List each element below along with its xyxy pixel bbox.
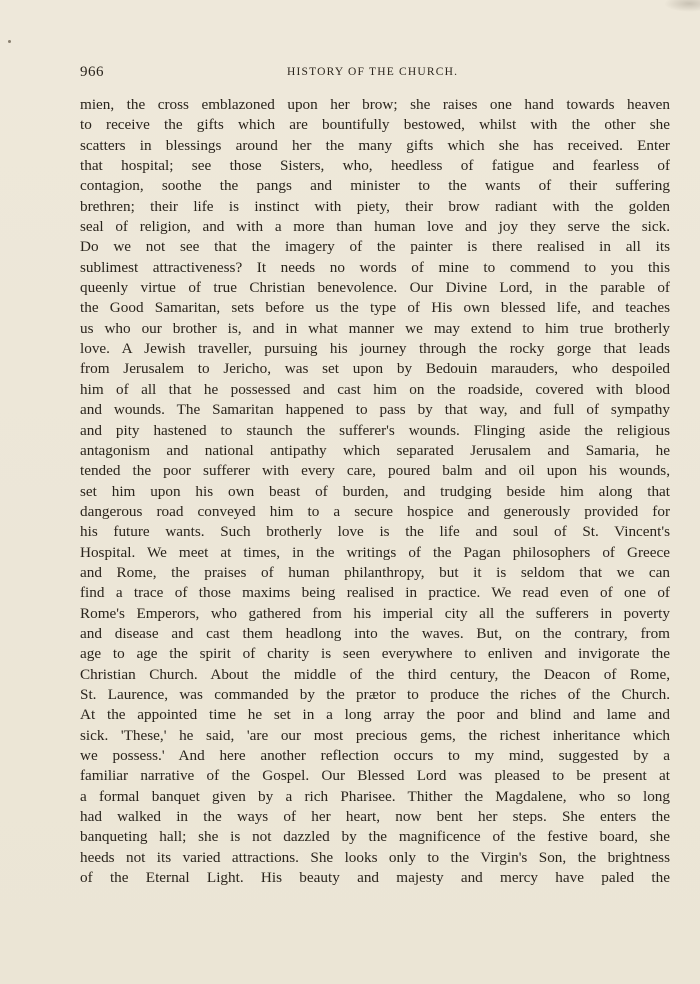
text-line: sick. 'These,' he said, 'are our most precious gems, the richest inheritance which [80, 726, 670, 744]
scan-speck [8, 40, 11, 43]
text-line: from Jerusalem to Jericho, was set upon by Bedouin marauders, who despoiled [80, 360, 670, 378]
text-line: tended the poor sufferer with every care, poured balm and oil upon his wounds, [80, 462, 670, 480]
text-line: a formal banquet given by a rich Pharisee. Thither the Magdalene, who so long [80, 787, 670, 805]
text-line: and pity hastened to staunch the sufferer's wounds. Flinging aside the religious [80, 421, 670, 439]
text-line: brethren; their life is instinct with piety, their brow radiant with the golden [80, 197, 670, 215]
text-line: that hospital; see those Sisters, who, heedless of fatigue and fearless of [80, 157, 670, 175]
text-line: and Rome, the praises of human philanthropy, but it is seldom that we can [80, 563, 670, 581]
text-line: age to age the spirit of charity is seen everywhere to enliven and invigorate the [80, 645, 670, 663]
text-line: queenly virtue of true Christian benevolence. Our Divine Lord, in the parable of [80, 279, 670, 297]
text-line: and disease and cast them headlong into the waves. But, on the contrary, from [80, 624, 670, 642]
text-line: mien, the cross emblazoned upon her brow; she raises one hand towards heaven [80, 96, 670, 113]
text-line: dangerous road conveyed him to a secure hospice and generously provided for [80, 502, 670, 520]
text-line: Hospital. We meet at times, in the writings of the Pagan philosophers of Greece [80, 543, 670, 561]
scan-corner-mark [664, 0, 700, 12]
text-line: scatters in blessings around her the many gifts which she has received. Enter [80, 136, 670, 154]
text-line: Christian Church. About the middle of the third century, the Deacon of Rome, [80, 665, 670, 683]
text-line: the Good Samaritan, sets before us the type of His own blessed life, and teaches [80, 299, 670, 317]
text-line: familiar narrative of the Gospel. Our Blessed Lord was pleased to be present at [80, 767, 670, 785]
page-number: 966 [80, 64, 104, 80]
text-line: Do we not see that the imagery of the painter is there realised in all its [80, 238, 670, 256]
text-line: to receive the gifts which are bountifully bestowed, whilst with the other she [80, 116, 670, 134]
text-line: love. A Jewish traveller, pursuing his journey through the rocky gorge that leads [80, 340, 670, 358]
text-line: his future wants. Such brotherly love is the life and soul of St. Vincent's [80, 523, 670, 541]
text-line: seal of religion, and with a more than human love and joy they serve the sick. [80, 218, 670, 236]
text-line: heeds not its varied attractions. She looks only to the Virgin's Son, the brightness [80, 848, 670, 866]
text-line: him of all that he possessed and cast him on the roadside, covered with blood [80, 380, 670, 398]
text-line: find a trace of those maxims being realised in practice. We read even of one of [80, 584, 670, 602]
text-line: banqueting hall; she is not dazzled by the magnificence of the festive board, she [80, 828, 670, 846]
text-line: and wounds. The Samaritan happened to pass by that way, and full of sympathy [80, 401, 670, 419]
page-header [80, 64, 670, 84]
running-title: HISTORY OF THE CHURCH. [287, 66, 459, 78]
text-line: we possess.' And here another reflection occurs to my mind, suggested by a [80, 747, 670, 764]
text-line: had walked in the ways of her heart, now bent her steps. She enters the [80, 808, 670, 826]
text-line: us who our brother is, and in what manner we may extend to him true brotherly [80, 319, 670, 337]
text-line: contagion, soothe the pangs and minister to the wants of their suffering [80, 177, 670, 195]
text-line: sublimest attractiveness? It needs no words of mine to commend to you this [80, 258, 670, 276]
text-line: Rome's Emperors, who gathered from his imperial city all the sufferers in poverty [80, 604, 670, 622]
text-line: of the Eternal Light. His beauty and majesty and mercy have paled the [80, 869, 670, 887]
text-line: antagonism and national antipathy which separated Jerusalem and Samaria, he [80, 441, 670, 459]
text-line: At the appointed time he set in a long array the poor and blind and lame and [80, 706, 670, 724]
text-line: set him upon his own beast of burden, and trudging beside him along that [80, 482, 670, 500]
text-line: St. Laurence, was commanded by the prætor to produce the riches of the Church. [80, 685, 670, 703]
body-text [80, 95, 670, 888]
